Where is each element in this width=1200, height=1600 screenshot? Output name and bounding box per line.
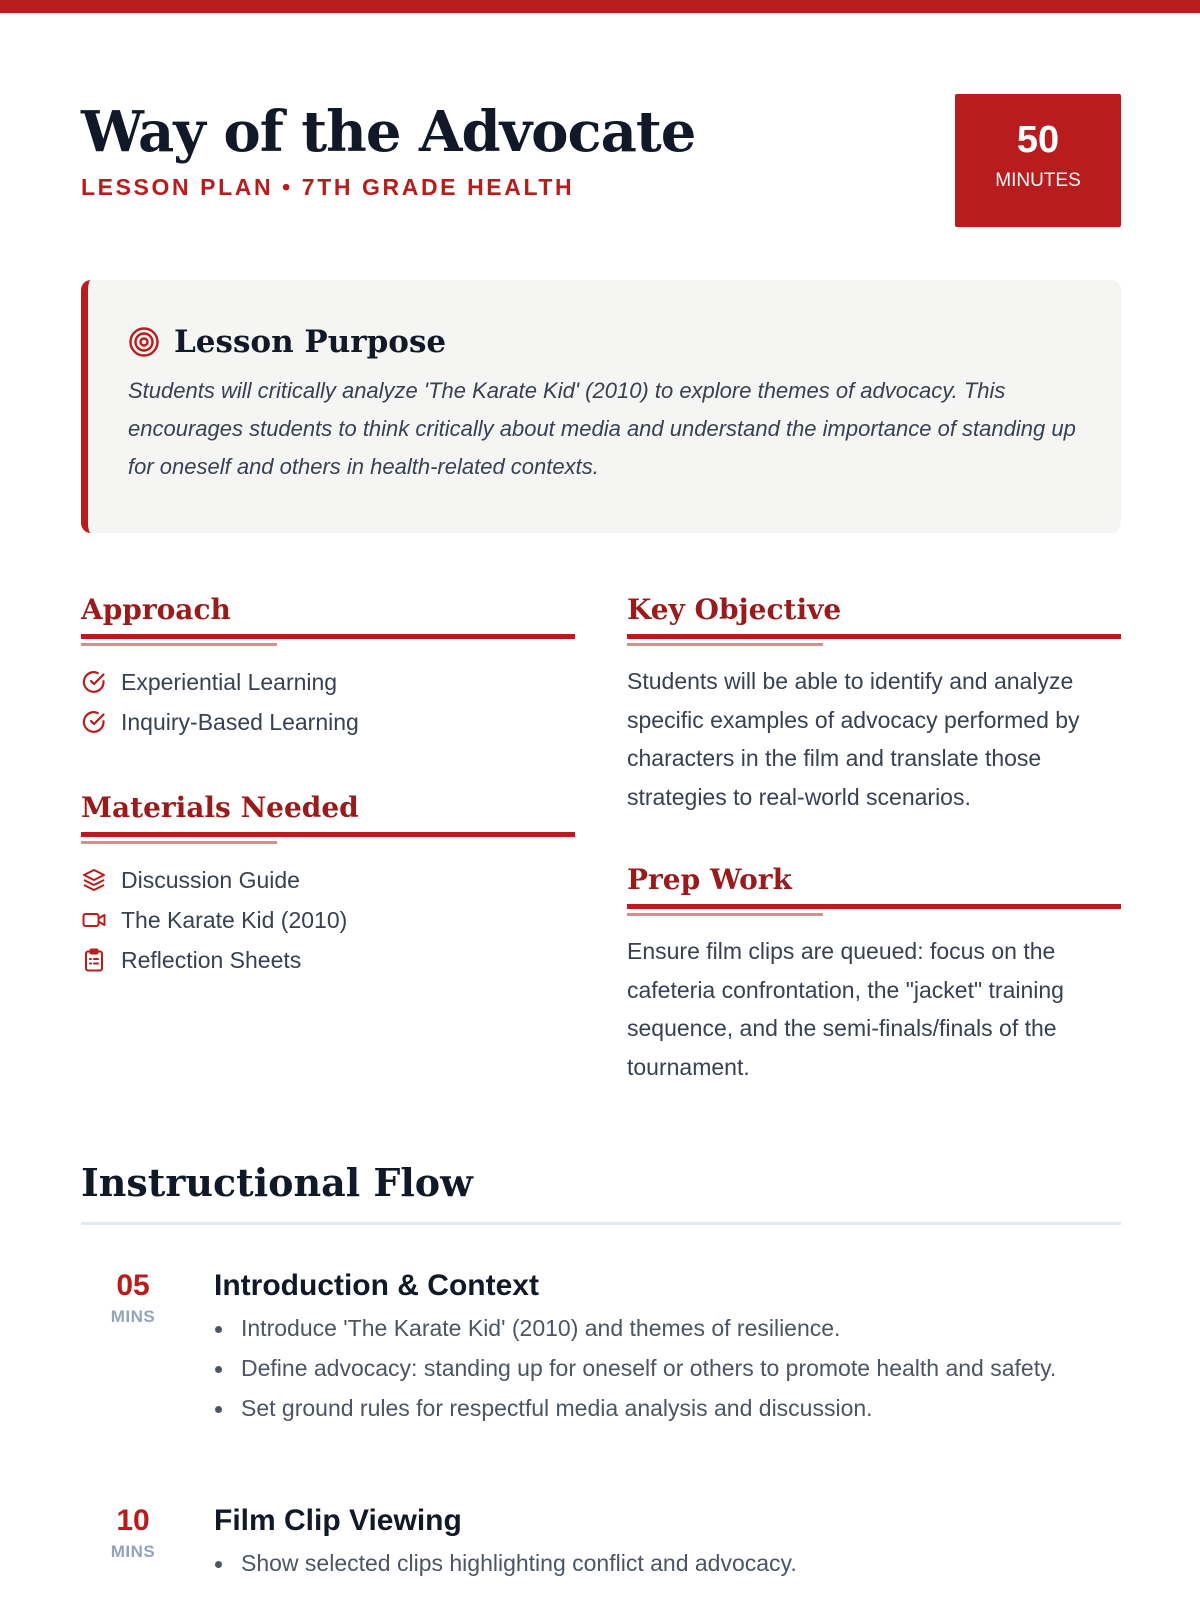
approach-item-label: Inquiry-Based Learning xyxy=(121,708,359,735)
target-icon xyxy=(128,326,160,358)
list-item: Define advocacy: standing up for oneself or others to promote health and safety. xyxy=(214,1351,1121,1385)
step-minutes: 10 xyxy=(116,1504,150,1537)
instructional-flow-title: Instructional Flow xyxy=(81,1160,473,1205)
video-camera-icon xyxy=(81,907,107,933)
step-duration xyxy=(81,1502,185,1562)
list-item xyxy=(81,860,575,900)
step-title: Film Clip Viewing xyxy=(214,1504,462,1537)
flow-step xyxy=(81,1267,1121,1431)
materials-item-label: Discussion Guide xyxy=(121,866,300,893)
lesson-header xyxy=(81,96,1121,236)
step-body xyxy=(214,1267,1121,1425)
section-divider xyxy=(627,634,1121,648)
page-subtitle: LESSON PLAN • 7TH GRADE HEALTH xyxy=(81,174,575,200)
materials-title: Materials Needed xyxy=(81,791,359,824)
section-divider xyxy=(627,904,1121,918)
list-item: Set ground rules for respectful media analysis and discussion. xyxy=(214,1391,1121,1425)
lesson-purpose-text: Students will critically analyze 'The Karate Kid' (2010) to explore themes of advocacy. This encourages students to think critically about media and understand the importance of standing up for oneself and others in health-related contexts. xyxy=(128,378,1076,479)
duration-value: 50 xyxy=(1016,119,1060,161)
step-body xyxy=(214,1502,1121,1580)
list-item xyxy=(81,702,575,742)
duration-unit: MINUTES xyxy=(995,170,1081,191)
step-bullet-list xyxy=(214,1546,1121,1580)
section-divider xyxy=(81,634,575,648)
prep-text: Ensure film clips are queued: focus on the cafeteria confrontation, the "jacket" training sequence, and the semi-finals/finals of the tournament. xyxy=(627,938,1064,1080)
approach-title: Approach xyxy=(81,593,231,626)
prep-title: Prep Work xyxy=(627,863,792,896)
step-minutes: 05 xyxy=(116,1269,150,1302)
step-bullet-list xyxy=(214,1311,1121,1425)
section-divider xyxy=(81,832,575,846)
list-item xyxy=(81,900,575,940)
materials-list xyxy=(81,860,575,980)
list-item xyxy=(81,940,575,980)
objective-title: Key Objective xyxy=(627,593,842,626)
lesson-purpose-card xyxy=(81,280,1121,533)
top-accent-bar xyxy=(0,0,1200,13)
step-minutes-unit: MINS xyxy=(110,1307,156,1326)
prep-section xyxy=(627,862,1121,1086)
check-circle-icon xyxy=(81,709,107,735)
list-item xyxy=(81,662,575,702)
lesson-purpose-heading xyxy=(128,324,1081,360)
approach-section xyxy=(81,592,575,742)
objective-text: Students will be able to identify and analyze specific examples of advocacy performed by characters in the film and translate those strategies to real-world scenarios. xyxy=(627,668,1080,810)
lesson-purpose-title: Lesson Purpose xyxy=(174,324,447,360)
step-duration xyxy=(81,1267,185,1327)
step-minutes-unit: MINS xyxy=(110,1542,156,1561)
list-item: Show selected clips highlighting conflict and advocacy. xyxy=(214,1546,1121,1580)
flow-step xyxy=(81,1502,1121,1586)
list-item: Introduce 'The Karate Kid' (2010) and themes of resilience. xyxy=(214,1311,1121,1345)
clipboard-icon xyxy=(81,947,107,973)
approach-item-label: Experiential Learning xyxy=(121,668,338,695)
materials-item-label: The Karate Kid (2010) xyxy=(121,906,348,933)
duration-badge xyxy=(955,94,1121,227)
instructional-flow-divider xyxy=(81,1222,1121,1225)
page-title: Way of the Advocate xyxy=(81,99,696,165)
objective-section xyxy=(627,592,1121,816)
left-column xyxy=(81,592,575,980)
materials-item-label: Reflection Sheets xyxy=(121,946,302,973)
layers-icon xyxy=(81,867,107,893)
approach-list xyxy=(81,662,575,742)
right-column xyxy=(627,592,1121,1086)
materials-section xyxy=(81,790,575,980)
step-title: Introduction & Context xyxy=(214,1269,539,1302)
check-circle-icon xyxy=(81,669,107,695)
